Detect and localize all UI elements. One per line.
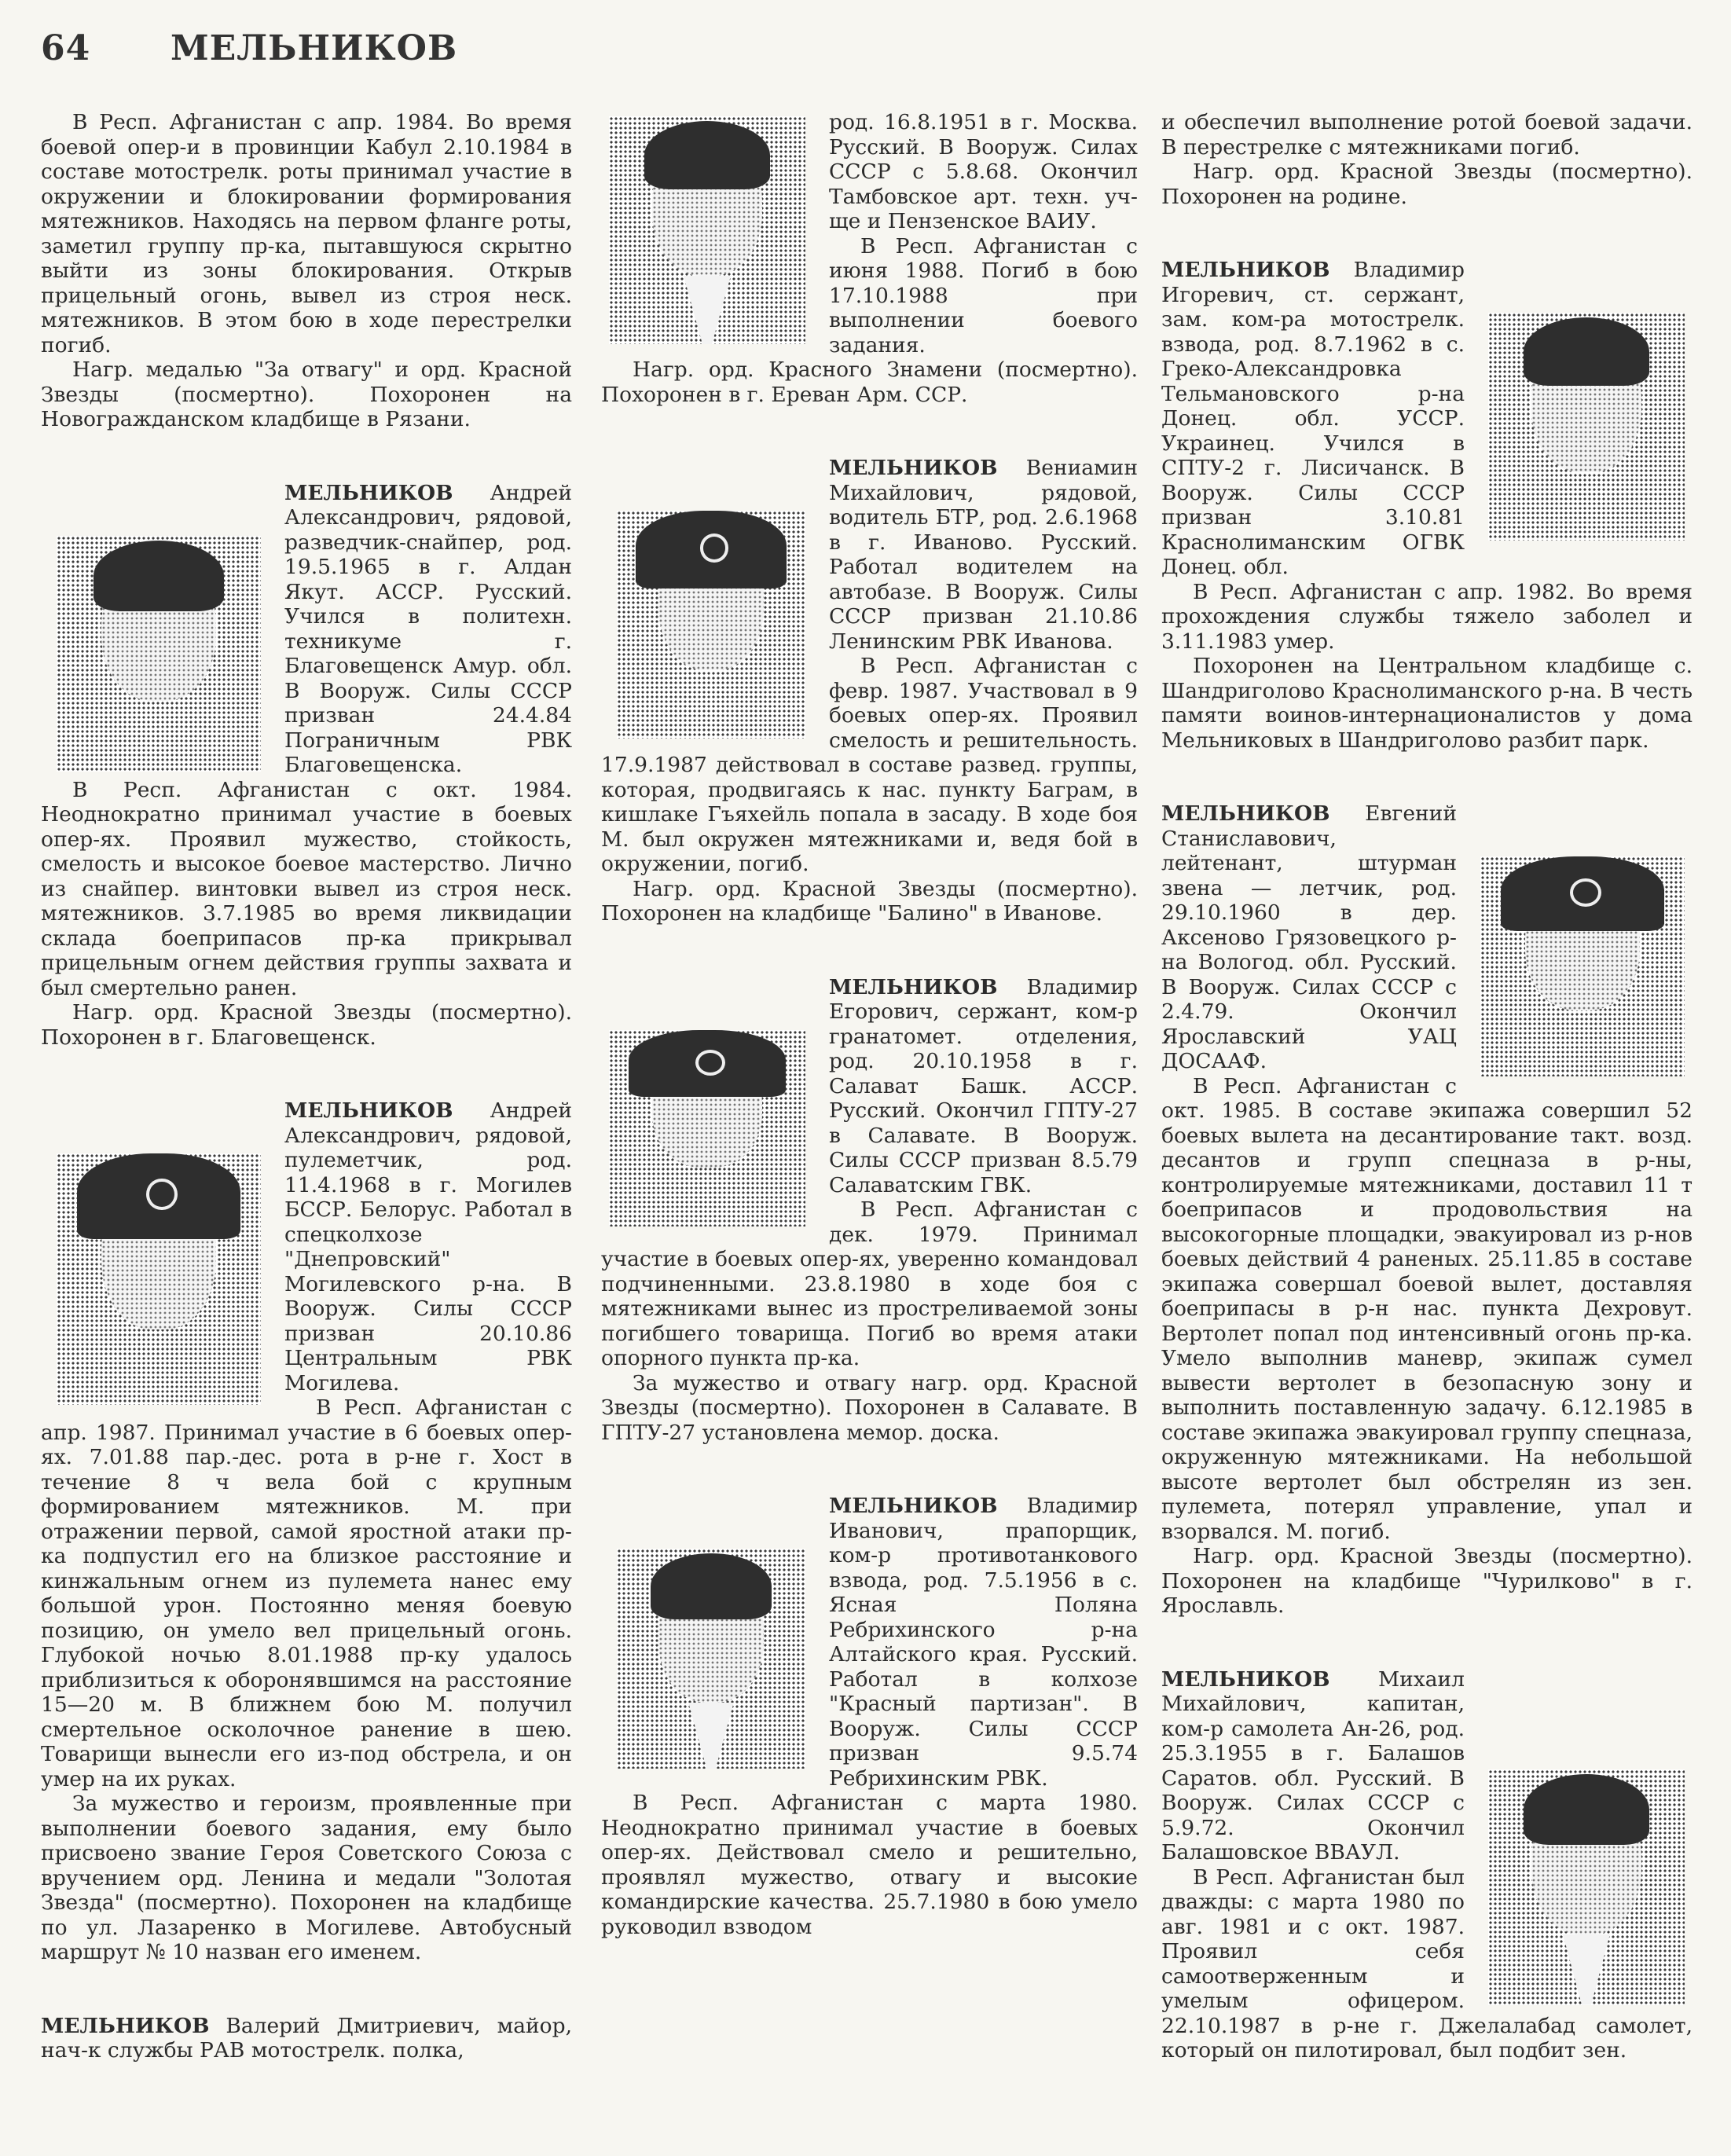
collar-shape [684, 276, 731, 344]
entry-andrey-1965 [41, 481, 572, 1050]
portrait-photo-uniform [609, 116, 805, 344]
surname: МЕЛЬНИКОВ [829, 456, 998, 480]
paragraph: Нагр. орд. Красного Знамени (посмертно). Похоронен в г. Ереван Арм. ССР. [601, 358, 1138, 407]
surname: МЕЛЬНИКОВ [284, 1098, 453, 1123]
entry-intro: Владимир Игоревич, ст. сержант, зам. ком-ра мотострелк. взвода, род. 8.7.1962 в с. Греко-Александровка Тельмановского р-на Донец. обл. УССР. Украинец. Учился в СПТУ-2 г. Лисичанск. В Вооруж. Силы СССР призван 3.10.81 Краснолиманским ОГВК Донец. обл. [1161, 258, 1465, 579]
collar-shape [1563, 1934, 1610, 2005]
surname: МЕЛЬНИКОВ [829, 974, 998, 999]
cap-badge-icon [695, 1050, 725, 1076]
paragraph: Нагр. орд. Красной Звезды (посмертно). Похоронен на кладбище "Балино" в Иванове. [601, 876, 1138, 926]
paragraph: В Респ. Афганистан с марта 1980. Неоднократно принимал участие в боевых опер-ях. Действовал смело и решительно, проявлял мужество, отвагу и высокие командирские качества. 25.7.1980 в бою умело руководил взводом [601, 1791, 1138, 1939]
entry-evgeniy [1161, 801, 1692, 1619]
collar-shape [688, 1703, 734, 1769]
entry-andrey-1968 [41, 1098, 572, 1965]
entry-intro: Михаил Михайлович, капитан, ком-р самолета Ан-26, род. 25.3.1955 в г. Балашов Саратов. обл. Русский. В Вооруж. Силах СССР с 5.9.72. Окончил Балашовское ВВАУЛ. [1161, 1666, 1465, 1864]
portrait-photo-officer-cap [1480, 856, 1685, 1076]
page-number: 64 [41, 28, 91, 68]
cap-badge-icon [1570, 878, 1601, 907]
surname: МЕЛЬНИКОВ [1161, 1666, 1330, 1692]
column-2 [601, 110, 1138, 2125]
page-header [41, 28, 457, 68]
paragraph: В Респ. Афганистан с окт. 1985. В составе экипажа совершил 52 боевых вылета на десантирование такт. возд. десантов и групп спецназа в р-ны, контролируемые мятежниками, доставил 11 т боеприпасов и продовольствия на высокогорные площадки, эвакуировал из р-нов боевых действий 4 раненых. 25.11.85 в составе экипажа совершал боевой вылет, доставляя боеприпасы в р-н нас. пункта Дехровут. Вертолет попал под интенсивный огонь пр-ка. Умело выполнив маневр, экипаж сумел вывести вертолет в безопасную зону и выполнить поставленную задачу. 6.12.1985 в составе экипажа эвакуировал группу спецназа, окруженную мятежниками. На небольшой высоте вертолет был обстрелян из зен. пулемета, потерял управление, упал и взорвался. М. погиб. [1161, 1073, 1692, 1544]
entry-intro: Андрей Александрович, рядовой, разведчик-снайпер, род. 19.5.1965 в г. Алдан Якут. АССР. Русский. Учился в политехн. техникуме г. Благовещенск Амур. обл. В Вооруж. Силы СССР призван 24.4.84 Пограничным РВК Благовещенска. [284, 480, 572, 777]
surname: МЕЛЬНИКОВ [41, 2013, 210, 2038]
hat-badge-icon [700, 534, 729, 563]
paragraph: Нагр. орд. Красной Звезды (посмертно). Похоронен в г. Благовещенск. [41, 1000, 572, 1050]
entry-valeriy [41, 2014, 572, 2063]
paragraph: Похоронен на Центральном кладбище с. Шандриголово Краснолиманского р-на. В честь памяти воинов-интернационалистов у дома Мельниковых в Шандриголово разбит парк. [1161, 654, 1692, 753]
paragraph: В Респ. Афганистан с апр. 1982. Во время прохождения службы тяжело заболел и 3.11.1983 умер. [1161, 579, 1692, 654]
entry-continuation-vladimir-ivanovich [1161, 110, 1692, 209]
portrait-photo-beret [57, 1153, 261, 1405]
hair-shape [94, 541, 224, 611]
hair-shape [1524, 1774, 1649, 1845]
surname: МЕЛЬНИКОВ [1161, 258, 1330, 282]
entry-continuation-valeriy [601, 110, 1138, 407]
entry-intro: Валерий Дмитриевич, майор, нач-к службы РАВ мотострелк. полка, [41, 2013, 572, 2062]
portrait-photo-peaked-cap [609, 1030, 805, 1226]
paragraph: В Респ. Афганистан с июня 1988. Погиб в бою 17.10.1988 при выполнении боевого задания. [829, 233, 1138, 358]
paragraph: В Респ. Афганистан с окт. 1984. Неоднократно принимал участие в боевых опер-ях. Проявил мужество, стойкость, смелость и высокое боевое мастерство. Лично из снайпер. винтовки вывел из строя неск. мятежников. 3.7.1985 во время ликвидации склада боеприпасов пр-ка прикрывал прицельным огнем действия группы захвата и был смертельно ранен. [41, 777, 572, 1000]
paragraph: Нагр. орд. Красной Звезды (посмертно). Похоронен на родине. [1161, 160, 1692, 209]
hair-shape [651, 1553, 772, 1619]
entry-intro: Андрей Александрович, рядовой, пулеметчик, род. 11.4.1968 в г. Могилев БССР. Белорус. Работал в спецколхозе "Днепровский" Могилевского р-на. В Вооруж. Силы СССР призван 20.10.86 Центральным РВК Могилева. [284, 1098, 572, 1395]
entry-heading [41, 2014, 572, 2063]
entry-continuation [41, 110, 572, 432]
paragraph: В Респ. Афганистан с дек. 1979. Принимал участие в боевых опер-ях, уверенно командовал подчиненными. 23.8.1980 в ходе боя с мятежниками вынес из простреливаемой зоны погибшего товарища. Погиб во время атаки опорного пункта пр-ка. [601, 1197, 1138, 1370]
paragraph: Нагр. медалью "За отвагу" и орд. Красной Звезды (посмертно). Похоронен на Новогражданском кладбище в Рязани. [41, 358, 572, 431]
column-1 [41, 110, 572, 2125]
paragraph: В Респ. Афганистан с февр. 1987. Участвовал в 9 боевых опер-ях. Проявил смелость и решительность. 17.9.1987 действовал в составе развед. группы, которая, продвигаясь к нас. пункту Баграм, в кишлаке Гъяхейль попала в засаду. В ходе боя М. был окружен мятежниками и, ведя бой в окружении, погиб. [601, 654, 1138, 876]
paragraph: В Респ. Афганистан с апр. 1987. Принимал участие в 6 боевых опер-ях. 7.01.88 пар.-дес. рота в р-не г. Хост в течение 8 ч вела бой с крупным формированием мятежников. М. при отражении первой, самой яростной атаки пр-ка подпустил его на близкое расстояние и кинжальным огнем из пулемета нанес ему большой урон. Постоянно меняя боевую позицию, он умело вел прицельный огонь. Глубокой ночью 8.01.1988 пр-ку удалось приблизиться к оборонявшимся на расстояние 15—20 м. В ближнем бою М. получил смертельное осколочное ранение в шею. Товарищи вынесли его из-под обстрела, и он умер на их руках. [41, 1395, 572, 1791]
entry-vladimir-egorovich [601, 975, 1138, 1446]
entry-intro: Евгений Станиславович, лейтенант, штурман звена — летчик, род. 29.10.1960 в дер. Аксеново Грязовецкого р-на Вологод. обл. Русский. В Вооруж. Силах СССР с 2.4.79. Окончил Ярославский УАЦ ДОСААФ. [1161, 801, 1457, 1073]
entry-vladimir-igorevich [1161, 258, 1692, 753]
paragraph: Нагр. орд. Красной Звезды (посмертно). Похоронен на кладбище "Чурилково" в г. Ярославль. [1161, 1544, 1692, 1618]
portrait-photo-suit [617, 1549, 805, 1769]
entry-intro: Владимир Егорович, сержант, ком-р гранатомет. отделения, род. 20.10.1958 в г. Салават Башк. АССР. Русский. Окончил ГПТУ-27 в Салавате. В Вооруж. Силы СССР призван 8.5.79 Салаватским ГВК. [829, 974, 1138, 1197]
surname: МЕЛЬНИКОВ [284, 480, 453, 505]
portrait-photo-uniform [1488, 1769, 1685, 2005]
paragraph: За мужество и героизм, проявленные при выполнении боевого задания, ему было присвоено звание Героя Советского Союза с вручением орд. Ленина и медали "Золотая Звезда" (посмертно). Похоронен на кладбище по ул. Лазаренко в Могилеве. Автобусный маршрут № 10 назван его именем. [41, 1791, 572, 1964]
surname: МЕЛЬНИКОВ [1161, 801, 1330, 826]
entry-veniamin [601, 456, 1138, 926]
entry-intro: Владимир Иванович, прапорщик, ком-р противотанкового взвода, род. 7.5.1956 в с. Ясная Поляна Ребрихинского р-на Алтайского края. Русский. Работал в колхозе "Красный партизан". В Вооруж. Силы СССР призван 9.5.74 Ребрихинским РВК. [829, 1494, 1138, 1791]
paragraph: и обеспечил выполнение ротой боевой задачи. В перестрелке с мятежниками погиб. [1161, 110, 1692, 160]
entry-intro: Вениамин Михайлович, рядовой, водитель БТР, род. 2.6.1968 в г. Иваново. Русский. Работал водителем на автобазе. В Вооруж. Силы СССР призван 21.10.86 Ленинским РВК Иванова. [829, 456, 1138, 654]
paragraph: В Респ. Афганистан был дважды: с марта 1980 по авг. 1981 и с окт. 1987. Проявил себя самоотверженным и умелым офицером. 22.10.1987 в р-не г. Джелалабад самолет, который он пилотировал, был подбит зен. [1161, 1864, 1692, 2062]
column-3 [1161, 110, 1692, 2125]
beret-badge-icon [146, 1179, 177, 1210]
entry-vladimir-ivanovich [601, 1494, 1138, 1939]
portrait-photo-fur-hat [617, 511, 805, 739]
portrait-photo [1488, 313, 1685, 541]
running-title: МЕЛЬНИКОВ [171, 28, 458, 68]
paragraph: В Респ. Афганистан с апр. 1984. Во время боевой опер-и в провинции Кабул 2.10.1984 в составе мотострелк. роты принимал участие в окружении и блокировании формирования мятежников. Находясь на первом фланге роты, заметил группу пр-ка, пытавшуюся скрытно выйти из зоны блокирования. Открыв прицельный огонь, вывел из строя неск. мятежников. В этом бою в ходе перестрелки погиб. [41, 110, 572, 358]
paragraph: За мужество и отвагу нагр. орд. Красной Звезды (посмертно). Похоронен в Салавате. В ГПТУ-27 установлена мемор. доска. [601, 1370, 1138, 1445]
portrait-photo [57, 536, 261, 772]
surname: МЕЛЬНИКОВ [829, 1494, 998, 1518]
entry-mikhail [1161, 1667, 1692, 2063]
paragraph: род. 16.8.1951 в г. Москва. Русский. В Вооруж. Силах СССР с 5.8.68. Окончил Тамбовское арт. техн. уч-ще и Пензенское ВАИУ. [829, 110, 1138, 233]
hair-shape [644, 121, 770, 189]
hair-shape [1524, 317, 1649, 386]
